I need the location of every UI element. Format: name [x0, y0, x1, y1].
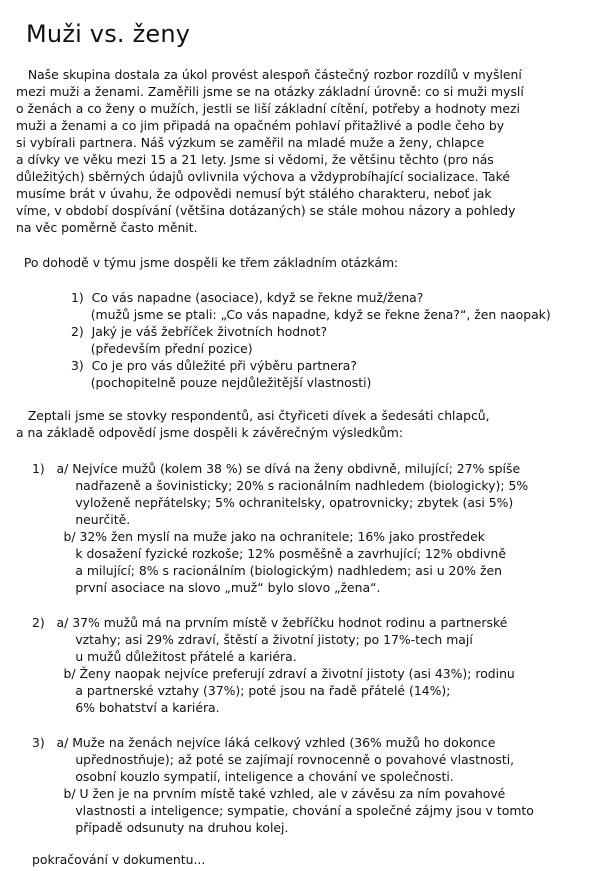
- result-1-line: vyloženě nepřátelsky; 5% ochranitelsky, opatrovnicky; zbytek (asi 5%): [32, 495, 514, 510]
- intro-line: důležitých) sběrných údajů ovlivnila výchova a vždyprobíhající socializace. Také: [16, 169, 511, 184]
- question-line: 3) Co je pro vás důležité při výběru partnera?: [71, 358, 357, 373]
- result-1-line: a milující; 8% s racionálním (biologickým) nadhledem; asi u 20% žen: [32, 563, 502, 578]
- result-1-line: b/ 32% žen myslí na muže jako na ochranitele; 16% jako prostředek: [32, 529, 485, 544]
- result-2-line: vztahy; asi 29% zdraví, štěstí a životní jistoty; po 17%-tech mají: [32, 632, 473, 647]
- result-1-line: nadřazeně a šovinisticky; 20% s racionálním nadhledem (biologicky); 5%: [32, 478, 529, 493]
- question-line: (mužů jsme se ptali: „Co vás napadne, když se řekne žena?“, žen naopak): [71, 307, 551, 322]
- question-line: (především přední pozice): [71, 341, 253, 356]
- result-1-line: první asociace na slovo „muž“ bylo slovo „žena“.: [32, 580, 381, 595]
- survey-line: a na základě odpovědí jsme dospěli k závěrečným výsledkům:: [16, 425, 404, 440]
- result-1-line: k dosažení fyzické rozkoše; 12% posměšně a zavrhující; 12% obdivně: [32, 546, 507, 561]
- result-2-line: 6% bohatství a kariéra.: [32, 700, 220, 715]
- result-1-line: neurčitě.: [32, 512, 131, 527]
- question-line: (pochopitelně pouze nejdůležitější vlastnosti): [71, 375, 372, 390]
- result-2-line: u mužů důležitost přátelé a kariéra.: [32, 649, 297, 664]
- result-3-line: upřednostňuje); až poté se zajímají rovnocenně o povahové vlastnosti,: [32, 752, 515, 767]
- result-3-line: b/ U žen je na prvním místě také vzhled, ale v závěsu za ním povahové: [32, 786, 506, 801]
- result-3-line: 3) a/ Muže na ženách nejvíce láká celkový vzhled (36% mužů ho dokonce: [32, 735, 496, 750]
- intro-line: si vybírali partnera. Náš výzkum se zaměřil na mladé muže a ženy, chlapce: [16, 135, 485, 150]
- result-2-line: a partnerské vztahy (37%); poté jsou na řadě přátelé (14%);: [32, 683, 451, 698]
- intro-line: muži a ženami a co jim připadá na opačném pohlaví přitažlivé a podle čeho by: [16, 118, 505, 133]
- intro-line: na věc poměrně často měnit.: [16, 220, 198, 235]
- question-line: 1) Co vás napadne (asociace), když se řekne muž/žena?: [71, 290, 424, 305]
- intro-line: musíme brát v úvahu, že odpovědi nemusí být stálého charakteru, neboť jak: [16, 186, 492, 201]
- continuation-text: pokračování v dokumentu...: [32, 852, 206, 867]
- result-2-line: b/ Ženy naopak nejvíce preferují zdraví a životní jistoty (asi 43%); rodinu: [32, 666, 515, 681]
- result-3-line: osobní kouzlo sympatií, inteligence a chování ve společnosti.: [32, 769, 454, 784]
- intro-line: a dívky ve věku mezi 15 a 21 lety. Jsme si vědomi, že většinu těchto (pro nás: [16, 152, 494, 167]
- intro-line: mezi muži a ženami. Zaměřili jsme se na otázky základní úrovně: co si muži myslí: [16, 84, 524, 99]
- result-1-line: 1) a/ Nejvíce mužů (kolem 38 %) se dívá na ženy obdivně, milující; 27% spíše: [32, 461, 521, 476]
- survey-line: Zeptali jsme se stovky respondentů, asi čtyřiceti dívek a šedesáti chlapců,: [16, 408, 490, 423]
- intro-line: víme, v období dospívání (většina dotázaných) se stále mohou názory a pohledy: [16, 203, 516, 218]
- result-2-line: 2) a/ 37% mužů má na prvním místě v žebříčku hodnot rodinu a partnerské: [32, 615, 508, 630]
- result-3-line: vlastnosti a inteligence; sympatie, chování a společné zájmy jsou v tomto: [32, 803, 534, 818]
- intro-line: Naše skupina dostala za úkol provést alespoň částečný rozbor rozdílů v myšlení: [16, 67, 522, 82]
- agreement-text: Po dohodě v týmu jsme dospěli ke třem základním otázkám:: [16, 255, 399, 270]
- page-title: Muži vs. ženy: [26, 20, 191, 48]
- intro-line: o ženách a co ženy o mužích, jestli se liší základní cítění, potřeby a hodnoty mezi: [16, 101, 520, 116]
- question-line: 2) Jaký je váš žebříček životních hodnot?: [71, 324, 328, 339]
- result-3-line: případě odsunuty na druhou kolej.: [32, 820, 289, 835]
